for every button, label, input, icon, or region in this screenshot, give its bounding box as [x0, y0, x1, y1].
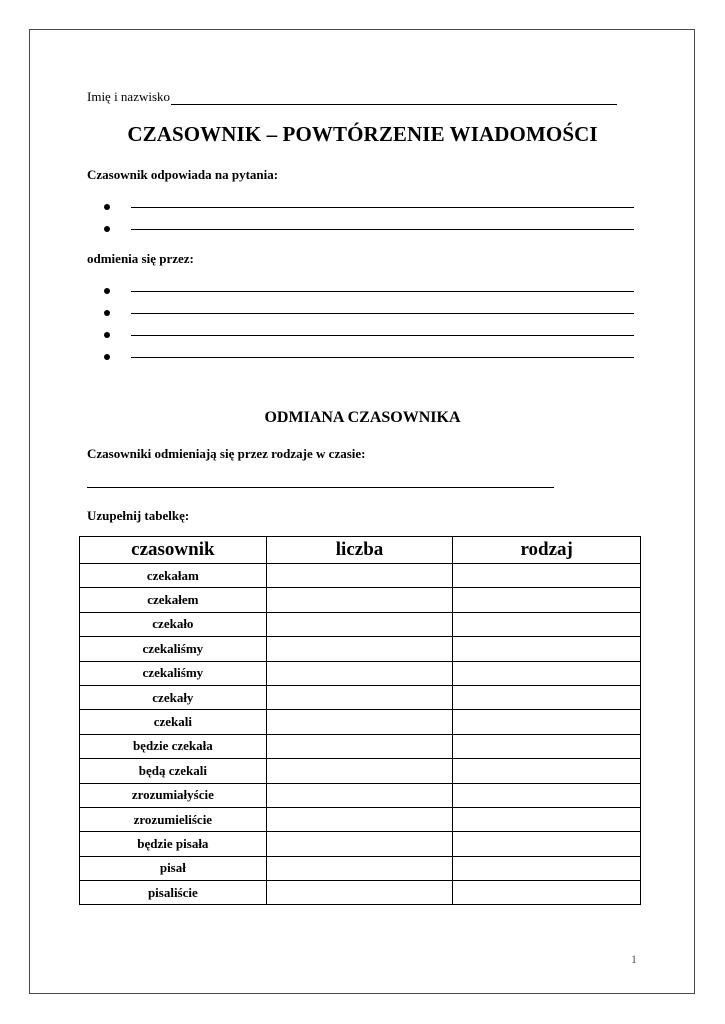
answer-blank-line[interactable]	[131, 335, 634, 336]
number-cell[interactable]	[266, 661, 453, 685]
number-cell[interactable]	[266, 564, 453, 588]
header-number: liczba	[266, 537, 453, 564]
table-row	[80, 881, 641, 905]
answer-blank-line[interactable]	[131, 313, 634, 314]
gender-cell[interactable]	[453, 564, 641, 588]
verb-cell: zrozumiałyście	[80, 783, 267, 807]
number-cell[interactable]	[266, 856, 453, 880]
gender-cell[interactable]	[453, 807, 641, 831]
gender-cell[interactable]	[453, 832, 641, 856]
questions-blank-list	[104, 198, 634, 242]
gender-cell[interactable]	[453, 588, 641, 612]
number-cell[interactable]	[266, 637, 453, 661]
table-row	[80, 637, 641, 661]
number-cell[interactable]	[266, 783, 453, 807]
bullet-icon	[104, 332, 110, 338]
name-field-row	[87, 89, 617, 105]
name-input-line[interactable]	[171, 92, 617, 105]
header-verb: czasownik	[80, 537, 267, 564]
verb-cell: będą czekali	[80, 759, 267, 783]
verb-cell: czekali	[80, 710, 267, 734]
verb-cell: czekały	[80, 685, 267, 709]
number-cell[interactable]	[266, 807, 453, 831]
verb-cell: czekałam	[80, 564, 267, 588]
gender-cell[interactable]	[453, 881, 641, 905]
gender-cell[interactable]	[453, 637, 641, 661]
gender-cell[interactable]	[453, 734, 641, 758]
gender-tense-answer-line[interactable]	[87, 487, 554, 488]
table-row	[80, 807, 641, 831]
declension-blank-list	[104, 282, 634, 370]
table-row	[80, 685, 641, 709]
list-item	[104, 198, 634, 220]
gender-cell[interactable]	[453, 856, 641, 880]
table-row	[80, 612, 641, 636]
verb-cell: pisaliście	[80, 881, 267, 905]
gender-cell[interactable]	[453, 783, 641, 807]
gender-cell[interactable]	[453, 612, 641, 636]
answer-blank-line[interactable]	[131, 207, 634, 208]
page-title: CZASOWNIK – POWTÓRZENIE WIADOMOŚCI	[127, 122, 598, 146]
list-item	[104, 326, 634, 348]
verb-cell: czekało	[80, 612, 267, 636]
section-title: ODMIANA CZASOWNIKA	[264, 409, 461, 426]
gender-cell[interactable]	[453, 685, 641, 709]
gender-cell[interactable]	[453, 661, 641, 685]
verb-cell: czekałem	[80, 588, 267, 612]
number-cell[interactable]	[266, 759, 453, 783]
questions-label: Czasownik odpowiada na pytania:	[87, 167, 279, 182]
table-row	[80, 661, 641, 685]
table-row	[80, 734, 641, 758]
table-row	[80, 856, 641, 880]
number-cell[interactable]	[266, 832, 453, 856]
table-row	[80, 710, 641, 734]
task-label: Uzupełnij tabelkę:	[87, 508, 190, 523]
list-item	[104, 348, 634, 370]
table-row	[80, 783, 641, 807]
number-cell[interactable]	[266, 734, 453, 758]
verb-cell: będzie czekała	[80, 734, 267, 758]
bullet-icon	[104, 204, 110, 210]
bullet-icon	[104, 354, 110, 360]
verb-cell: czekaliśmy	[80, 637, 267, 661]
number-cell[interactable]	[266, 710, 453, 734]
number-cell[interactable]	[266, 881, 453, 905]
answer-blank-line[interactable]	[131, 229, 634, 230]
answer-blank-line[interactable]	[131, 357, 634, 358]
table-row	[80, 588, 641, 612]
table-row	[80, 832, 641, 856]
table-row	[80, 564, 641, 588]
bullet-icon	[104, 226, 110, 232]
gender-tense-label: Czasowniki odmieniają się przez rodzaje w czasie:	[87, 446, 366, 461]
table-row	[80, 759, 641, 783]
declension-label: odmienia się przez:	[87, 251, 194, 266]
verb-cell: czekaliśmy	[80, 661, 267, 685]
answer-blank-line[interactable]	[131, 291, 634, 292]
verb-cell: będzie pisała	[80, 832, 267, 856]
page-number: 1	[631, 952, 637, 966]
verb-cell: zrozumieliście	[80, 807, 267, 831]
verb-table	[79, 536, 641, 905]
list-item	[104, 220, 634, 242]
header-gender: rodzaj	[453, 537, 641, 564]
table-header-row	[80, 537, 641, 564]
bullet-icon	[104, 288, 110, 294]
name-label: Imię i nazwisko	[87, 89, 171, 104]
bullet-icon	[104, 310, 110, 316]
gender-cell[interactable]	[453, 710, 641, 734]
list-item	[104, 304, 634, 326]
number-cell[interactable]	[266, 588, 453, 612]
verb-cell: pisał	[80, 856, 267, 880]
number-cell[interactable]	[266, 685, 453, 709]
number-cell[interactable]	[266, 612, 453, 636]
gender-cell[interactable]	[453, 759, 641, 783]
list-item	[104, 282, 634, 304]
